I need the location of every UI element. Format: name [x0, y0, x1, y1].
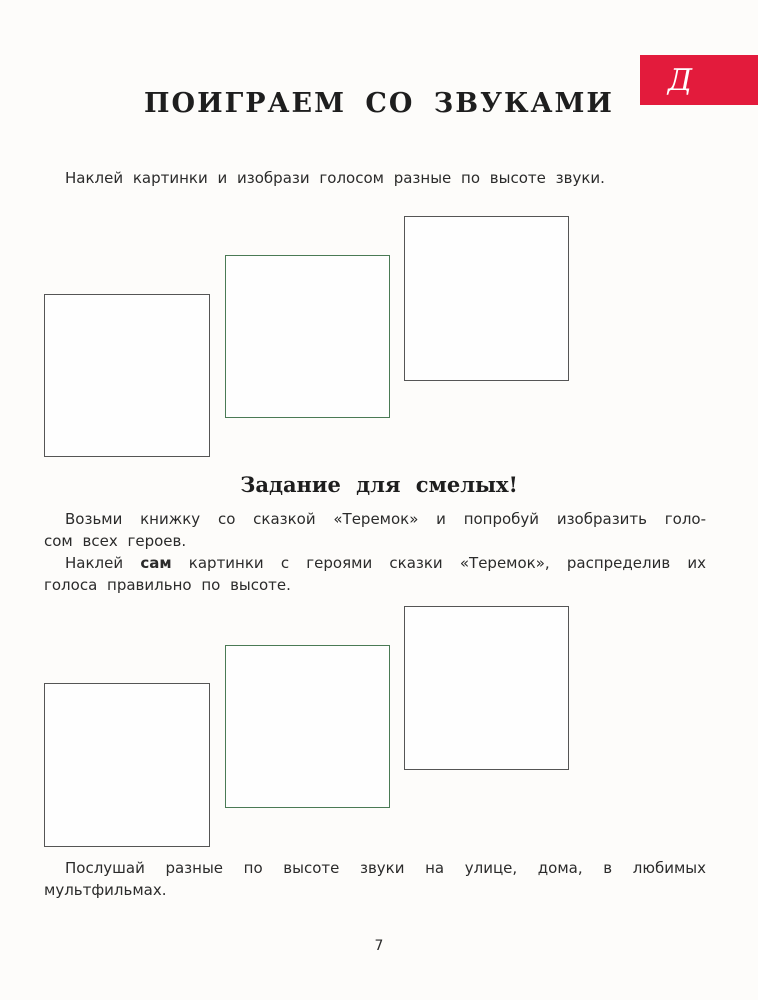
sticker-box-low[interactable] — [44, 294, 210, 457]
sticker-box-middle[interactable] — [225, 645, 390, 808]
chapter-letter: Д — [667, 62, 693, 98]
bonus-text-fragment: картинки с героями сказки «Теремок», распределив их — [188, 554, 706, 572]
bonus-text-line: сом всех героев. — [44, 532, 187, 550]
sticker-box-middle[interactable] — [225, 255, 390, 418]
footer-text-line: мультфильмах. — [44, 881, 167, 899]
bonus-task-title: Задание для смелых! — [240, 472, 518, 497]
task-instruction: Наклей картинки и изобрази голосом разные по высоте звуки. — [65, 169, 605, 187]
page-number: 7 — [374, 938, 384, 954]
bonus-text-line: Возьми книжку со сказкой «Теремок» и попробуй изобразить голо- — [65, 510, 706, 528]
bonus-text-bold: сам — [140, 554, 172, 572]
footer-text-line: Послушай разные по высоте звуки на улице, дома, в любимых — [65, 859, 706, 877]
sticker-box-low[interactable] — [44, 683, 210, 847]
sticker-box-high[interactable] — [404, 606, 569, 770]
sticker-box-high[interactable] — [404, 216, 569, 381]
bonus-text-line — [65, 552, 706, 574]
bonus-text-fragment: Наклей — [65, 554, 124, 572]
bonus-text-line: голоса правильно по высоте. — [44, 576, 291, 594]
page-title: ПОИГРАЕМ СО ЗВУКАМИ — [144, 88, 614, 119]
